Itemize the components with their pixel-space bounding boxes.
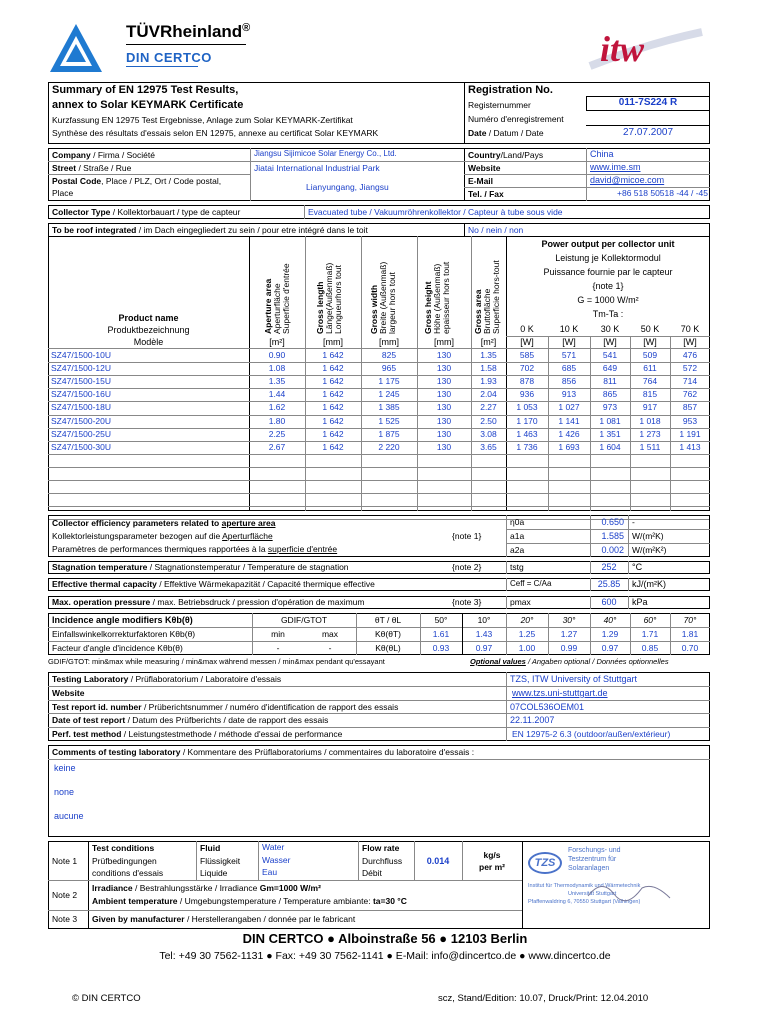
- table-cell: 764: [642, 376, 658, 386]
- report-date-value: 22.11.2007: [510, 715, 555, 725]
- table-cell: 1 525: [378, 416, 400, 426]
- postal-label: Postal Code, Place / PLZ, Ort / Code postal,: [52, 176, 222, 186]
- power-irradiance: G = 1000 W/m²: [577, 295, 639, 305]
- table-cell: 825: [381, 350, 397, 360]
- unit-cell: [m²]: [269, 337, 285, 347]
- table-cell: 1 642: [322, 363, 344, 373]
- iam-kt-value: 1.81: [681, 629, 699, 639]
- table-cell: 2.50: [480, 416, 497, 426]
- roof-integrated-value: No / nein / non: [468, 225, 524, 235]
- report-id-label: Test report id. number / Prüberichtsnummer / numéro d'identification de rapport des essais: [52, 702, 399, 712]
- iam-kt-value: 1.43: [475, 629, 493, 639]
- fluid-wasser: Wasser: [262, 855, 291, 865]
- table-cell: 1 642: [322, 416, 344, 426]
- efficiency-value: 0.002: [601, 545, 624, 555]
- table-cell: 2 220: [378, 442, 400, 452]
- table-cell: 1 642: [322, 442, 344, 452]
- efficiency-note: {note 1}: [452, 531, 482, 541]
- fluid-fr: Liquide: [200, 868, 228, 878]
- registration-fr: Numéro d'enregistrement: [468, 114, 564, 124]
- comment-en: none: [54, 787, 75, 797]
- iam-footnote: GDIF/GTOT: min&max while measuring / min&max während messen / min&max pendant qu'essayant: [48, 657, 385, 666]
- iam-angle: 70°: [683, 615, 697, 625]
- note-3-label: Note 3: [52, 914, 78, 924]
- table-cell: 936: [519, 389, 535, 399]
- table-cell: 685: [561, 363, 577, 373]
- efficiency-unit: -: [632, 517, 635, 527]
- power-tm-ta: Tm-Ta :: [592, 309, 624, 319]
- iam-gdif: GDIF/GTOT: [280, 615, 328, 625]
- date-value: 27.07.2007: [622, 127, 674, 138]
- iam-title: Incidence angle modifiers Kθb(θ): [52, 615, 193, 625]
- table-cell: 856: [561, 376, 577, 386]
- row-divider: [48, 467, 710, 468]
- comments-label: Comments of testing laboratory / Kommentare des Prüflaboratoriums / commentaires du laboratoire d'essais :: [52, 747, 475, 757]
- efficiency-unit: W/(m²K): [632, 531, 664, 541]
- table-cell: 585: [519, 350, 535, 360]
- product-model: SZ47/1500-20U: [51, 416, 112, 426]
- summary-fr: Synthèse des résultats d'essais selon EN 12975, annexe au certificat Solar KEYMARK: [52, 128, 379, 138]
- row-divider: [48, 506, 710, 507]
- comment-de: keine: [54, 763, 76, 773]
- flow-rate-label: Flow rate: [362, 843, 400, 853]
- iam-min: min: [271, 629, 285, 639]
- website-link[interactable]: www.ime.sm: [590, 162, 641, 172]
- table-cell: 130: [436, 350, 452, 360]
- row-divider: [48, 480, 710, 481]
- table-cell: 130: [436, 389, 452, 399]
- table-cell: 571: [561, 350, 577, 360]
- website-label: Website: [468, 163, 501, 173]
- signature-icon: [584, 876, 674, 906]
- footer-address: DIN CERTCO ● Alboinstraße 56 ● 12103 Berlin: [242, 931, 528, 946]
- street-label: Street / Straße / Rue: [52, 163, 132, 173]
- iam-kl-value: 0.99: [560, 643, 578, 653]
- stagnation-note: {note 2}: [452, 562, 482, 572]
- temperature-header: 50 K: [640, 324, 660, 334]
- summary-subtitle: annex to Solar KEYMARK Certificate: [52, 99, 244, 111]
- pressure-note: {note 3}: [452, 597, 482, 607]
- header-gross-area: Gross area Bruttofläche Superficie hors-tout: [473, 260, 501, 334]
- flow-rate-unit: kg/s: [483, 850, 501, 860]
- table-cell: 1.35: [268, 376, 286, 386]
- note-2-label: Note 2: [52, 890, 78, 900]
- collector-type-value: Evacuated tube / Vakuumröhrenkollektor / Capteur à tube sous vide: [308, 207, 563, 217]
- row-divider: [48, 454, 710, 455]
- test-conditions-fr: conditions d'essais: [92, 868, 164, 878]
- table-cell: 1.08: [268, 363, 286, 373]
- efficiency-value: 0.650: [601, 517, 624, 527]
- iam-kl-label: Kθ(θL): [375, 643, 401, 653]
- flow-rate-value: 0.014: [426, 856, 450, 866]
- registration-number: 011-7S224 R: [618, 97, 678, 108]
- table-cell: 476: [682, 350, 698, 360]
- summary-title: Summary of EN 12975 Test Results,: [52, 84, 239, 96]
- efficiency-unit: W/(m²K²): [632, 545, 667, 555]
- table-cell: 1 027: [558, 402, 580, 412]
- efficiency-fr: Paramètres de performances thermiques rapportées à la superficie d'entrée: [52, 544, 338, 554]
- table-cell: 1.35: [480, 350, 497, 360]
- table-cell: 857: [682, 402, 698, 412]
- efficiency-symbol: a2a: [510, 545, 525, 555]
- table-cell: 3.08: [480, 429, 497, 439]
- table-cell: 509: [642, 350, 658, 360]
- capacity-value: 25.85: [597, 579, 621, 589]
- temperature-header: 0 K: [520, 324, 534, 334]
- flow-rate-de: Durchfluss: [362, 856, 403, 866]
- table-cell: 541: [602, 350, 618, 360]
- power-title: Power output per collector unit: [541, 239, 675, 249]
- table-cell: 1 351: [599, 429, 621, 439]
- note-3-text: Given by manufacturer / Herstellerangaben / donnée par le fabricant: [92, 914, 356, 924]
- temperature-header: 10 K: [559, 324, 579, 334]
- table-cell: 130: [436, 429, 452, 439]
- header-gross-width: Gross width Breite (Außenmaß) largeur hors tout: [369, 261, 397, 334]
- lab-stamp: TZS Forschungs- und Testzentrum für Solaranlagen Institut für Thermodynamik und Wärmetechnik Universität Stuttgart Pfaffenwaldring 6, 70550 Stuttgart (Vaihingen): [528, 846, 704, 926]
- header-product-de: Produktbezeichnung: [107, 325, 190, 335]
- iam-kt-value: 1.71: [641, 629, 659, 639]
- test-conditions-label: Test conditions: [92, 843, 155, 853]
- efficiency-title: Collector efficiency parameters related to aperture area: [52, 518, 276, 528]
- tel-value: +86 518 50518 -44 / -45: [617, 188, 708, 198]
- table-cell: 2.27: [480, 402, 497, 412]
- temperature-header: 30 K: [600, 324, 620, 334]
- collector-type-label: Collector Type / Kollektorbauart / type de capteur: [52, 207, 241, 217]
- header-aperture-area: Aperture area Aperturfläche Superficie d'entrée: [263, 263, 291, 334]
- footer-edition: scz, Stand/Edition: 10.07, Druck/Print: 12.04.2010: [438, 993, 649, 1004]
- iam-de: Einfallswinkelkorrekturfaktoren Kθb(θ): [52, 629, 196, 639]
- table-cell: 0.90: [268, 350, 286, 360]
- optional-values-note: Optional values / Angaben optional / Données optionnelles: [470, 657, 669, 666]
- din-certco-logo: DIN CERTCO: [126, 50, 212, 65]
- iam-angle: 40°: [603, 615, 617, 625]
- company-value: Jiangsu Sijimicoe Solar Energy Co., Ltd.: [254, 149, 397, 158]
- test-method-value: EN 12975-2 6.3 (outdoor/außen/extérieur): [512, 729, 671, 739]
- unit-cell: [W]: [603, 337, 617, 347]
- temperature-header: 70 K: [680, 324, 700, 334]
- fluid-de: Flüssigkeit: [200, 856, 241, 866]
- email-link[interactable]: david@micoe.com: [590, 175, 665, 185]
- test-method-label: Perf. test method / Leistungstestmethode / méthode d'essai de performance: [52, 729, 343, 739]
- iam-kt-value: 1.25: [518, 629, 536, 639]
- table-cell: 1.93: [480, 376, 497, 386]
- pressure-unit: kPa: [632, 597, 648, 607]
- table-cell: 865: [602, 389, 618, 399]
- lab-website-link[interactable]: www.tzs.uni-stuttgart.de: [512, 688, 608, 698]
- stagnation-symbol: tstg: [510, 562, 524, 572]
- iam-kt-value: 1.29: [601, 629, 619, 639]
- table-cell: 913: [561, 389, 577, 399]
- iam-kt-value: 1.61: [432, 629, 450, 639]
- iam-fr: Facteur d'angle d'incidence Kθb(θ): [52, 643, 183, 653]
- postal-place: Place: [52, 188, 74, 198]
- table-cell: 1.80: [268, 416, 286, 426]
- lab-website-label: Website: [52, 688, 85, 698]
- table-cell: 1 736: [516, 442, 538, 452]
- table-cell: 1.44: [268, 389, 286, 399]
- product-model: SZ47/1500-16U: [51, 389, 112, 399]
- iam-max: max: [321, 629, 339, 639]
- flow-rate-fr: Débit: [362, 868, 382, 878]
- table-cell: 2.25: [268, 429, 286, 439]
- table-cell: 762: [682, 389, 698, 399]
- table-cell: 1 385: [378, 402, 400, 412]
- product-model: SZ47/1500-25U: [51, 429, 112, 439]
- email-label: E-Mail: [468, 176, 494, 186]
- test-conditions-de: Prüfbedingungen: [92, 856, 157, 866]
- fluid-eau: Eau: [262, 867, 278, 877]
- iam-kt-value: 1.27: [560, 629, 578, 639]
- unit-cell: [mm]: [434, 337, 454, 347]
- unit-cell: [mm]: [379, 337, 399, 347]
- header-product-name: Product name: [118, 313, 179, 323]
- table-cell: 1 053: [516, 402, 538, 412]
- note-1-label: Note 1: [52, 856, 78, 866]
- iam-theta: θT / θL: [374, 615, 402, 625]
- table-cell: 2.67: [268, 442, 286, 452]
- table-cell: 1 413: [679, 442, 701, 452]
- table-cell: 1 511: [639, 442, 661, 452]
- table-cell: 815: [642, 389, 658, 399]
- table-cell: 1 426: [558, 429, 580, 439]
- table-cell: 1 642: [322, 429, 344, 439]
- footer-copyright: © DIN CERTCO: [72, 993, 141, 1004]
- pressure-label: Max. operation pressure / max. Betriebsdruck / pression d'opération de maximum: [52, 597, 365, 607]
- product-model: SZ47/1500-15U: [51, 376, 112, 386]
- table-cell: 1.58: [480, 363, 497, 373]
- table-cell: 1 642: [322, 389, 344, 399]
- street-value: Jiatai International Industrial Park: [254, 163, 380, 173]
- unit-cell: [m²]: [480, 337, 497, 347]
- table-cell: 1 018: [639, 416, 661, 426]
- postal-value: Lianyungang, Jiangsu: [306, 182, 389, 192]
- capacity-label: Effective thermal capacity / Effektive Wärmekapazität / Capacité thermique effective: [52, 579, 375, 589]
- iam-kl-value: 0.97: [475, 643, 493, 653]
- iam-angle: 50°: [434, 615, 448, 625]
- table-cell: 1.62: [268, 402, 286, 412]
- power-fr: Puissance fournie par le capteur: [543, 267, 673, 277]
- table-cell: 917: [642, 402, 658, 412]
- table-cell: 1 642: [322, 376, 344, 386]
- stagnation-value: 252: [601, 562, 617, 572]
- lab-label: Testing Laboratory / Prüflaboratorium / Laboratoire d'essais: [52, 674, 282, 684]
- product-model: SZ47/1500-30U: [51, 442, 112, 452]
- table-cell: 572: [682, 363, 698, 373]
- efficiency-symbol: a1a: [510, 531, 525, 541]
- table-cell: 130: [436, 376, 452, 386]
- unit-cell: [mm]: [323, 337, 343, 347]
- table-cell: 1 245: [378, 389, 400, 399]
- header-product-fr: Modèle: [133, 337, 164, 347]
- iam-min-value: -: [276, 643, 280, 653]
- table-cell: 965: [381, 363, 397, 373]
- table-cell: 1 273: [639, 429, 661, 439]
- header-gross-height: Gross height Höhe (Außenmaß) epaisseur hors tout: [423, 261, 451, 334]
- comment-fr: aucune: [54, 811, 84, 821]
- stagnation-label: Stagnation temperature / Stagnationstemperatur / Temperature de stagnation: [52, 562, 349, 572]
- fluid-water: Water: [262, 842, 285, 852]
- efficiency-symbol: η0a: [510, 517, 525, 527]
- efficiency-de: Kollektorleistungsparameter bezogen auf die Aperturfläche: [52, 531, 273, 541]
- table-cell: 1 604: [599, 442, 621, 452]
- irradiance-line: Irradiance / Bestrahlungsstärke / Irradiance Gm=1000 W/m²: [92, 883, 321, 893]
- table-cell: 702: [519, 363, 535, 373]
- table-cell: 1 081: [599, 416, 621, 426]
- tel-label: Tel. / Fax: [468, 189, 504, 199]
- tuv-registered: ®: [242, 22, 251, 34]
- table-cell: 130: [436, 416, 452, 426]
- table-cell: 130: [436, 402, 452, 412]
- product-model: SZ47/1500-18U: [51, 402, 112, 412]
- table-cell: 714: [682, 376, 698, 386]
- product-model: SZ47/1500-12U: [51, 363, 112, 373]
- unit-cell: [W]: [643, 337, 657, 347]
- flow-rate-unit-area: per m²: [479, 862, 505, 872]
- iam-max-value: -: [328, 643, 332, 653]
- table-cell: 1 463: [516, 429, 538, 439]
- table-cell: 1 642: [322, 402, 344, 412]
- tuv-name: TÜVRheinland: [126, 22, 243, 41]
- lab-value: TZS, ITW University of Stuttgart: [510, 674, 638, 684]
- iam-kt-label: Kθ(θT): [375, 629, 401, 639]
- table-cell: 1 875: [378, 429, 400, 439]
- fluid-label: Fluid: [200, 843, 221, 853]
- table-cell: 953: [682, 416, 698, 426]
- roof-integrated-label: To be roof integrated / im Dach eingegliedert zu sein / pour etre intégré dans le toit: [52, 225, 368, 235]
- table-cell: 811: [603, 376, 617, 386]
- table-cell: 1 175: [378, 376, 400, 386]
- table-cell: 1 191: [679, 429, 701, 439]
- power-note: {note 1}: [592, 281, 624, 291]
- iam-kl-value: 0.85: [641, 643, 659, 653]
- tuv-triangle-icon: [48, 22, 104, 74]
- unit-cell: [W]: [520, 337, 534, 347]
- unit-cell: [W]: [683, 337, 697, 347]
- unit-cell: [W]: [562, 337, 576, 347]
- table-cell: 878: [519, 376, 535, 386]
- header-gross-length: Gross length Länge(Außenmaß) Longueurhors tout: [315, 262, 343, 334]
- table-cell: 649: [602, 363, 618, 373]
- capacity-symbol: Ceff = C/Aa: [510, 579, 552, 588]
- capacity-unit: kJ/(m²K): [632, 579, 666, 589]
- product-model: SZ47/1500-10U: [51, 350, 112, 360]
- country-value: China: [590, 149, 614, 159]
- tzs-stamp-logo: TZS: [528, 852, 562, 874]
- country-label: Country/Land/Pays: [468, 150, 544, 160]
- table-cell: 1 141: [558, 416, 580, 426]
- table-cell: 1 170: [516, 416, 538, 426]
- pressure-value: 600: [601, 597, 617, 607]
- registration-de: Registernummer: [468, 100, 531, 110]
- iam-angle: 20°: [520, 615, 534, 625]
- iam-kl-value: 0.70: [681, 643, 699, 653]
- summary-de: Kurzfassung EN 12975 Test Ergebnisse, Anlage zum Solar KEYMARK-Zertifikat: [52, 115, 353, 125]
- table-cell: 1 642: [322, 350, 344, 360]
- table-cell: 2.04: [480, 389, 497, 399]
- pressure-symbol: pmax: [510, 597, 531, 607]
- efficiency-value: 1.585: [601, 531, 624, 541]
- registration-title: Registration No.: [468, 84, 553, 96]
- table-cell: 1 693: [558, 442, 580, 452]
- iam-angle: 60°: [643, 615, 657, 625]
- footer-contact: Tel: +49 30 7562-1131 ● Fax: +49 30 7562-1141 ● E-Mail: info@dincertco.de ● www.dincertco.de: [159, 950, 611, 962]
- stagnation-unit: °C: [632, 562, 643, 572]
- iam-kl-value: 1.00: [518, 643, 536, 653]
- row-divider: [48, 493, 710, 494]
- date-label: Date / Datum / Date: [468, 128, 544, 138]
- itw-logo: itw: [586, 26, 706, 72]
- ambient-line: Ambient temperature / Umgebungstemperature / Temperature ambiante: ta=30 °C: [92, 896, 407, 906]
- company-label: Company / Firma / Société: [52, 150, 155, 160]
- iam-kl-value: 0.97: [601, 643, 619, 653]
- report-id-value: 07COL536OEM01: [510, 702, 585, 712]
- table-cell: 611: [643, 363, 657, 373]
- iam-angle: 30°: [562, 615, 576, 625]
- report-date-label: Date of test report / Datum des Prüfberichts / date de rapport des essais: [52, 715, 329, 725]
- table-cell: 3.65: [480, 442, 497, 452]
- table-cell: 130: [436, 363, 452, 373]
- table-cell: 130: [436, 442, 452, 452]
- iam-angle: 10°: [477, 615, 491, 625]
- iam-kl-value: 0.93: [432, 643, 450, 653]
- table-cell: 973: [602, 402, 618, 412]
- power-de: Leistung je Kollektormodul: [555, 253, 661, 263]
